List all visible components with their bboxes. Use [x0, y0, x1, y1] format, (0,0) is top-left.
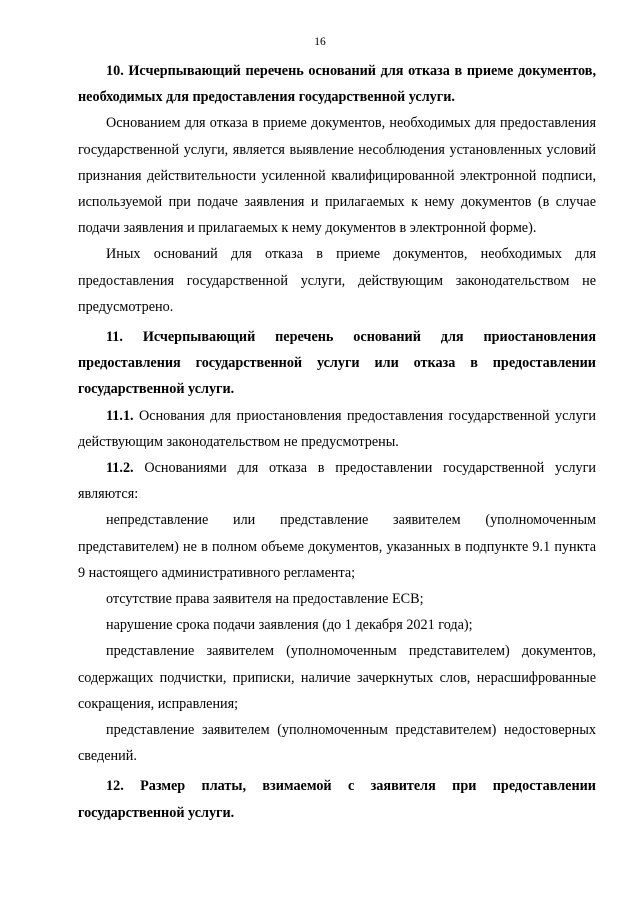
page-number: 16	[314, 36, 326, 48]
page-body	[78, 58, 596, 826]
refusal-ground-item: представление заявителем (уполномоченным представителем) недостоверных сведений.	[78, 722, 596, 765]
subsection-11-2-text: Основаниями для отказа в предоставлении государственной услуги являются:	[78, 460, 596, 503]
refusal-ground-item: представление заявителем (уполномоченным представителем) документов, содержащих подчистки, приписки, наличие зачеркнутых слов, нерасшифрованные сокращения, исправления;	[78, 643, 596, 712]
section-12-heading: 12. Размер платы, взимаемой с заявителя при предоставлении государственной услуги.	[78, 778, 596, 821]
section-10-paragraph-1: Основанием для отказа в приеме документов, необходимых для предоставления государственной услуги, является выявление несоблюдения установленных условий признания действительности усиленной квалифицированной электронной подписи, используемой при подаче заявления и прилагаемых к нему документов (в случае подачи заявления и прилагаемых к нему документов в электронной форме).	[78, 115, 596, 237]
subsection-11-1-number: 11.1.	[106, 407, 134, 424]
subsection-11-1	[78, 403, 596, 455]
refusal-ground-item: нарушение срока подачи заявления (до 1 декабря 2021 года);	[106, 617, 473, 634]
section-10-heading: 10. Исчерпывающий перечень оснований для отказа в приеме документов, необходимых для предоставления государственной услуги.	[78, 63, 596, 106]
refusal-ground-item: отсутствие права заявителя на предоставление ЕСВ;	[106, 591, 424, 608]
subsection-11-2-number: 11.2.	[106, 460, 134, 477]
section-11-heading: 11. Исчерпывающий перечень оснований для приостановления предоставления государственной услуги или отказа в предоставлении государственной услуги.	[78, 329, 596, 398]
subsection-11-2	[78, 455, 596, 507]
subsection-11-1-text: Основания для приостановления предоставления государственной услуги действующим законодательством не предусмотрены.	[78, 407, 596, 450]
refusal-ground-item: непредставление или представление заявителем (уполномоченным представителем) не в полном объеме документов, указанных в подпункте 9.1 пункта 9 настоящего административного регламента;	[78, 512, 596, 581]
section-10-paragraph-2: Иных оснований для отказа в приеме документов, необходимых для предоставления государственной услуги, действующим законодательством не предусмотрено.	[78, 246, 596, 315]
